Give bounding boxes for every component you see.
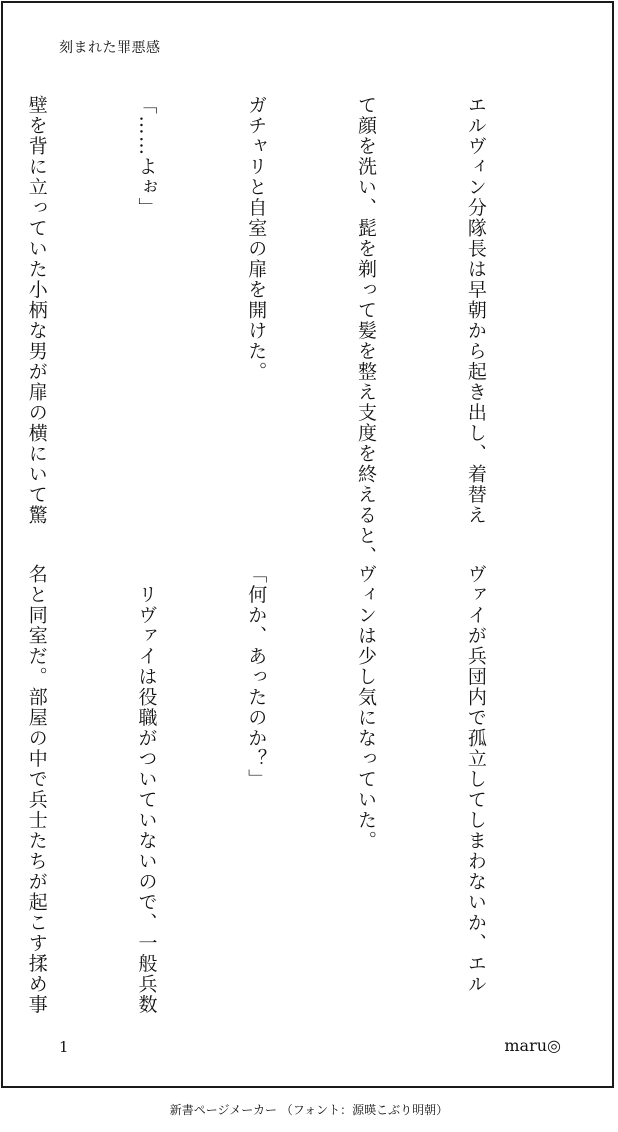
text-column: て顔を洗い、髭を剃って髪を整え支度を終えると、 bbox=[355, 95, 378, 567]
text-column: 「……よぉ」 bbox=[135, 95, 158, 218]
author-name: maru◎ bbox=[504, 1036, 561, 1055]
page-number: 1 bbox=[59, 1038, 69, 1056]
running-title: 刻まれた罪悪感 bbox=[59, 40, 161, 56]
text-column: ヴァイが兵団内で孤立してしまわないか、エル bbox=[464, 564, 487, 995]
text-column: 名と同室だ。部屋の中で兵士たちが起こす揉め事 bbox=[25, 564, 48, 1015]
text-column: ガチャリと自室の扉を開けた。 bbox=[245, 95, 268, 382]
text-column: エルヴィン分隊長は早朝から起き出し、着替え bbox=[464, 95, 487, 526]
text-column: 「何か、あったのか？」 bbox=[245, 564, 268, 790]
book-page bbox=[1, 1, 614, 1088]
text-column: リヴァイは役職がついていないので、一般兵数 bbox=[135, 564, 158, 1015]
text-column: ヴィンは少し気になっていた。 bbox=[355, 564, 378, 851]
generator-credit: 新書ページメーカー （フォント：源暎こぶり明朝） bbox=[169, 1103, 449, 1117]
text-block-bottom bbox=[25, 564, 567, 1015]
text-block-top bbox=[25, 95, 567, 567]
text-column: 壁を背に立っていた小柄な男が扉の横にいて驚 bbox=[25, 95, 48, 526]
